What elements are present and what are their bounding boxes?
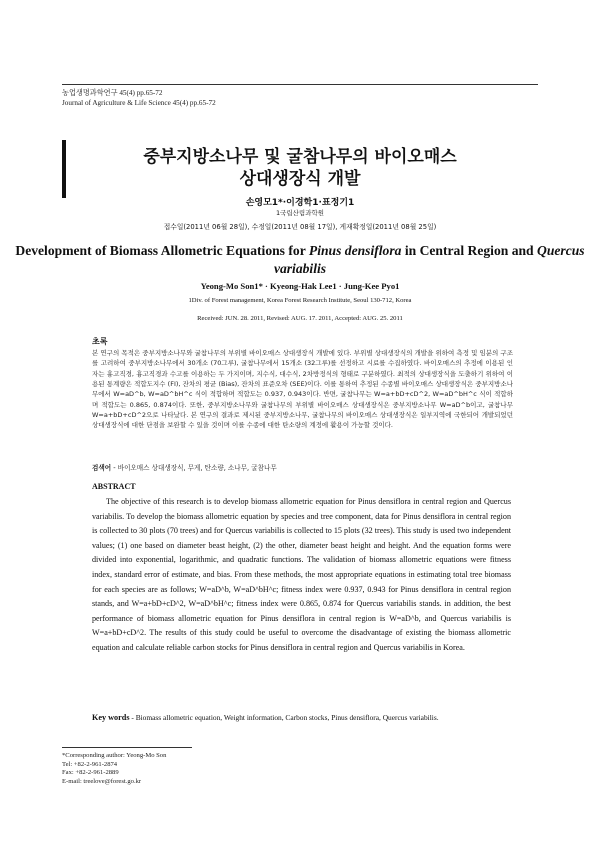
footnote: [62, 752, 166, 786]
korean-dates: 접수일(2011년 06월 28일), 수정일(2011년 08월 17일), 게재확정일(2011년 08월 25일): [163, 223, 437, 231]
korean-abstract-heading: 초록: [92, 337, 108, 346]
korean-affiliation: 1국립산림과학원: [275, 209, 325, 217]
english-affiliation: 1Div. of Forest management, Korea Forest Research Institute, Seoul 130-712, Korea: [188, 297, 412, 304]
korean-keywords-text: - 바이오매스 상대생장식, 무게, 탄소량, 소나무, 굴참나무: [113, 464, 277, 472]
corresponding-author: *Corresponding author: Yeong-Mo Son: [62, 752, 167, 759]
english-title-part1: Development of Biomass Allometric Equations for: [15, 243, 309, 258]
english-keywords-label: Key words: [92, 713, 130, 722]
english-title: [0, 242, 600, 278]
footnote-rule: [62, 747, 192, 748]
header-rule: [62, 84, 538, 85]
korean-keywords-label: 검색어: [92, 464, 112, 472]
telephone: Tel: +82-2-961-2874: [62, 760, 118, 768]
english-abstract-heading: ABSTRACT: [92, 482, 136, 491]
korean-authors-text: 손영모1*·이경학1·표정기1: [245, 198, 355, 208]
email: E-mail: treelove@forest.go.kr: [62, 777, 142, 785]
journal-header-korean: 농업생명과학연구 45(4) pp.65-72: [62, 89, 163, 97]
korean-keywords: [92, 462, 277, 472]
korean-title-line2: 상대생장식 개발: [239, 169, 361, 189]
english-abstract: [92, 495, 511, 656]
english-abstract-body: The objective of this research is to develop biomass allometric equation for Pinus densiflora in central region and Quercus variabilis. To develop the biomass allometric equation by species and tree component, data for Pinus densiflora in central region is collected to 30 plots (70 trees) and for Quercus variabilis is collected to 15 plots (32 trees). This study is used two independent values; (1) one based on diameter beast height, (2) the other, diameter beast height and height. And the equation forms were divided into exponential, logarithmic, and quadratic functions. The validation of biomass allometric equations were fitness index, standard error of estimate, and bias. From these methods, the most appropriate equations in estimating total tree biomass for each species are as follows; W=aD^b, W=aD^bH^c; fitness index were 0.937, 0.943 for Pinus densiflora in central region stands, and W=a+bD+cD^2, W=aD^bH^c; fitness index were 0.865, 0.874 for Quercus variabilis stands. in addition, the best performance of biomass allometric equation for Pinus densiflora in central region is W=aD^b, and Quercus variabilis is W=a+bD+cD^2. The results of this study could be useful to overcome the disadvantage of existing the biomass allometric equation and calculate reliable carbon stocks for Pinus densiflora in central region and Quercus variabilis in Korea.: [92, 497, 511, 652]
english-dates: Received: JUN. 28. 2011, Revised: AUG. 17. 2011, Accepted: AUG. 25. 2011: [197, 315, 403, 322]
korean-authors: [0, 195, 600, 208]
english-keywords-text: - Biomass allometric equation, Weight information, Carbon stocks, Pinus densiflora, Quercus variabilis.: [131, 713, 439, 722]
korean-abstract-body: 본 연구의 목적은 중부지방소나무와 굴참나무의 부위별 바이오매스 상대생장식 개발에 있다. 부위별 상대생장식의 개발을 위하여 측정 및 임분의 구조를 고려하여 중부지방소나무에서 30개소 (70그루), 굴참나무에서 15개소 (32그루)를 선정하고 시료를 수집하였다. 바이오매스의 추정에 이용된 인자는 흉고직경, 흉고직경과 수고를 이용하는 두 가지이며, 지수식, 대수식, 2차방정식의 형태로 구분하였다. 최적의 상대생장식을 도출하기 위하여 이용된 통계량은 적합도지수 (FI), 잔차의 평균 (Bias), 잔차의 표준오차 (SEE)이다. 이를 통하여 추정된 수종별 바이오매스 상대생장식은 중부지방소나무에서 W=aD^b, W=aD^bH^c 식이 적합하며 적합도는 0.937, 0.943이다. 반면, 굴참나무는 W=a+bD+cD^2, W=aD^bH^c 식이 적합하며 적합도는 0.865, 0.874이다. 또한, 중부지방소나무와 굴참나무의 부위별 바이오매스 상대생장식은 중부지방소나무 W=aD^b이고, 굴참나무 W=a+bD+cD^2으로 나타났다. 본 연구의 결과로 제시된 중부지방소나무, 굴참나무의 바이오매스 상대생장식은 일부지역에 국한되어 개발되었던 상대생장식에 대한 단점을 보완할 수 있을 것이며 이를 수종에 대한 탄소량의 계정에 활용이 가능할 것이다.: [92, 349, 513, 430]
journal-header-english: Journal of Agriculture & Life Science 45(4) pp.65-72: [62, 99, 216, 107]
english-authors: Yeong-Mo Son1* · Kyeong-Hak Lee1 · Jung-Kee Pyo1: [200, 281, 400, 291]
journal-header: [62, 88, 216, 108]
english-title-species2: Quercus variabilis: [273, 243, 585, 276]
fax: Fax: +82-2-961-2889: [62, 769, 119, 777]
korean-title-line1: 중부지방소나무 및 굴참나무의 바이오매스: [143, 147, 457, 167]
english-title-species1: Pinus densiflora: [308, 243, 402, 258]
english-keywords: [92, 713, 439, 722]
english-title-part2: in Central Region and: [401, 243, 538, 258]
